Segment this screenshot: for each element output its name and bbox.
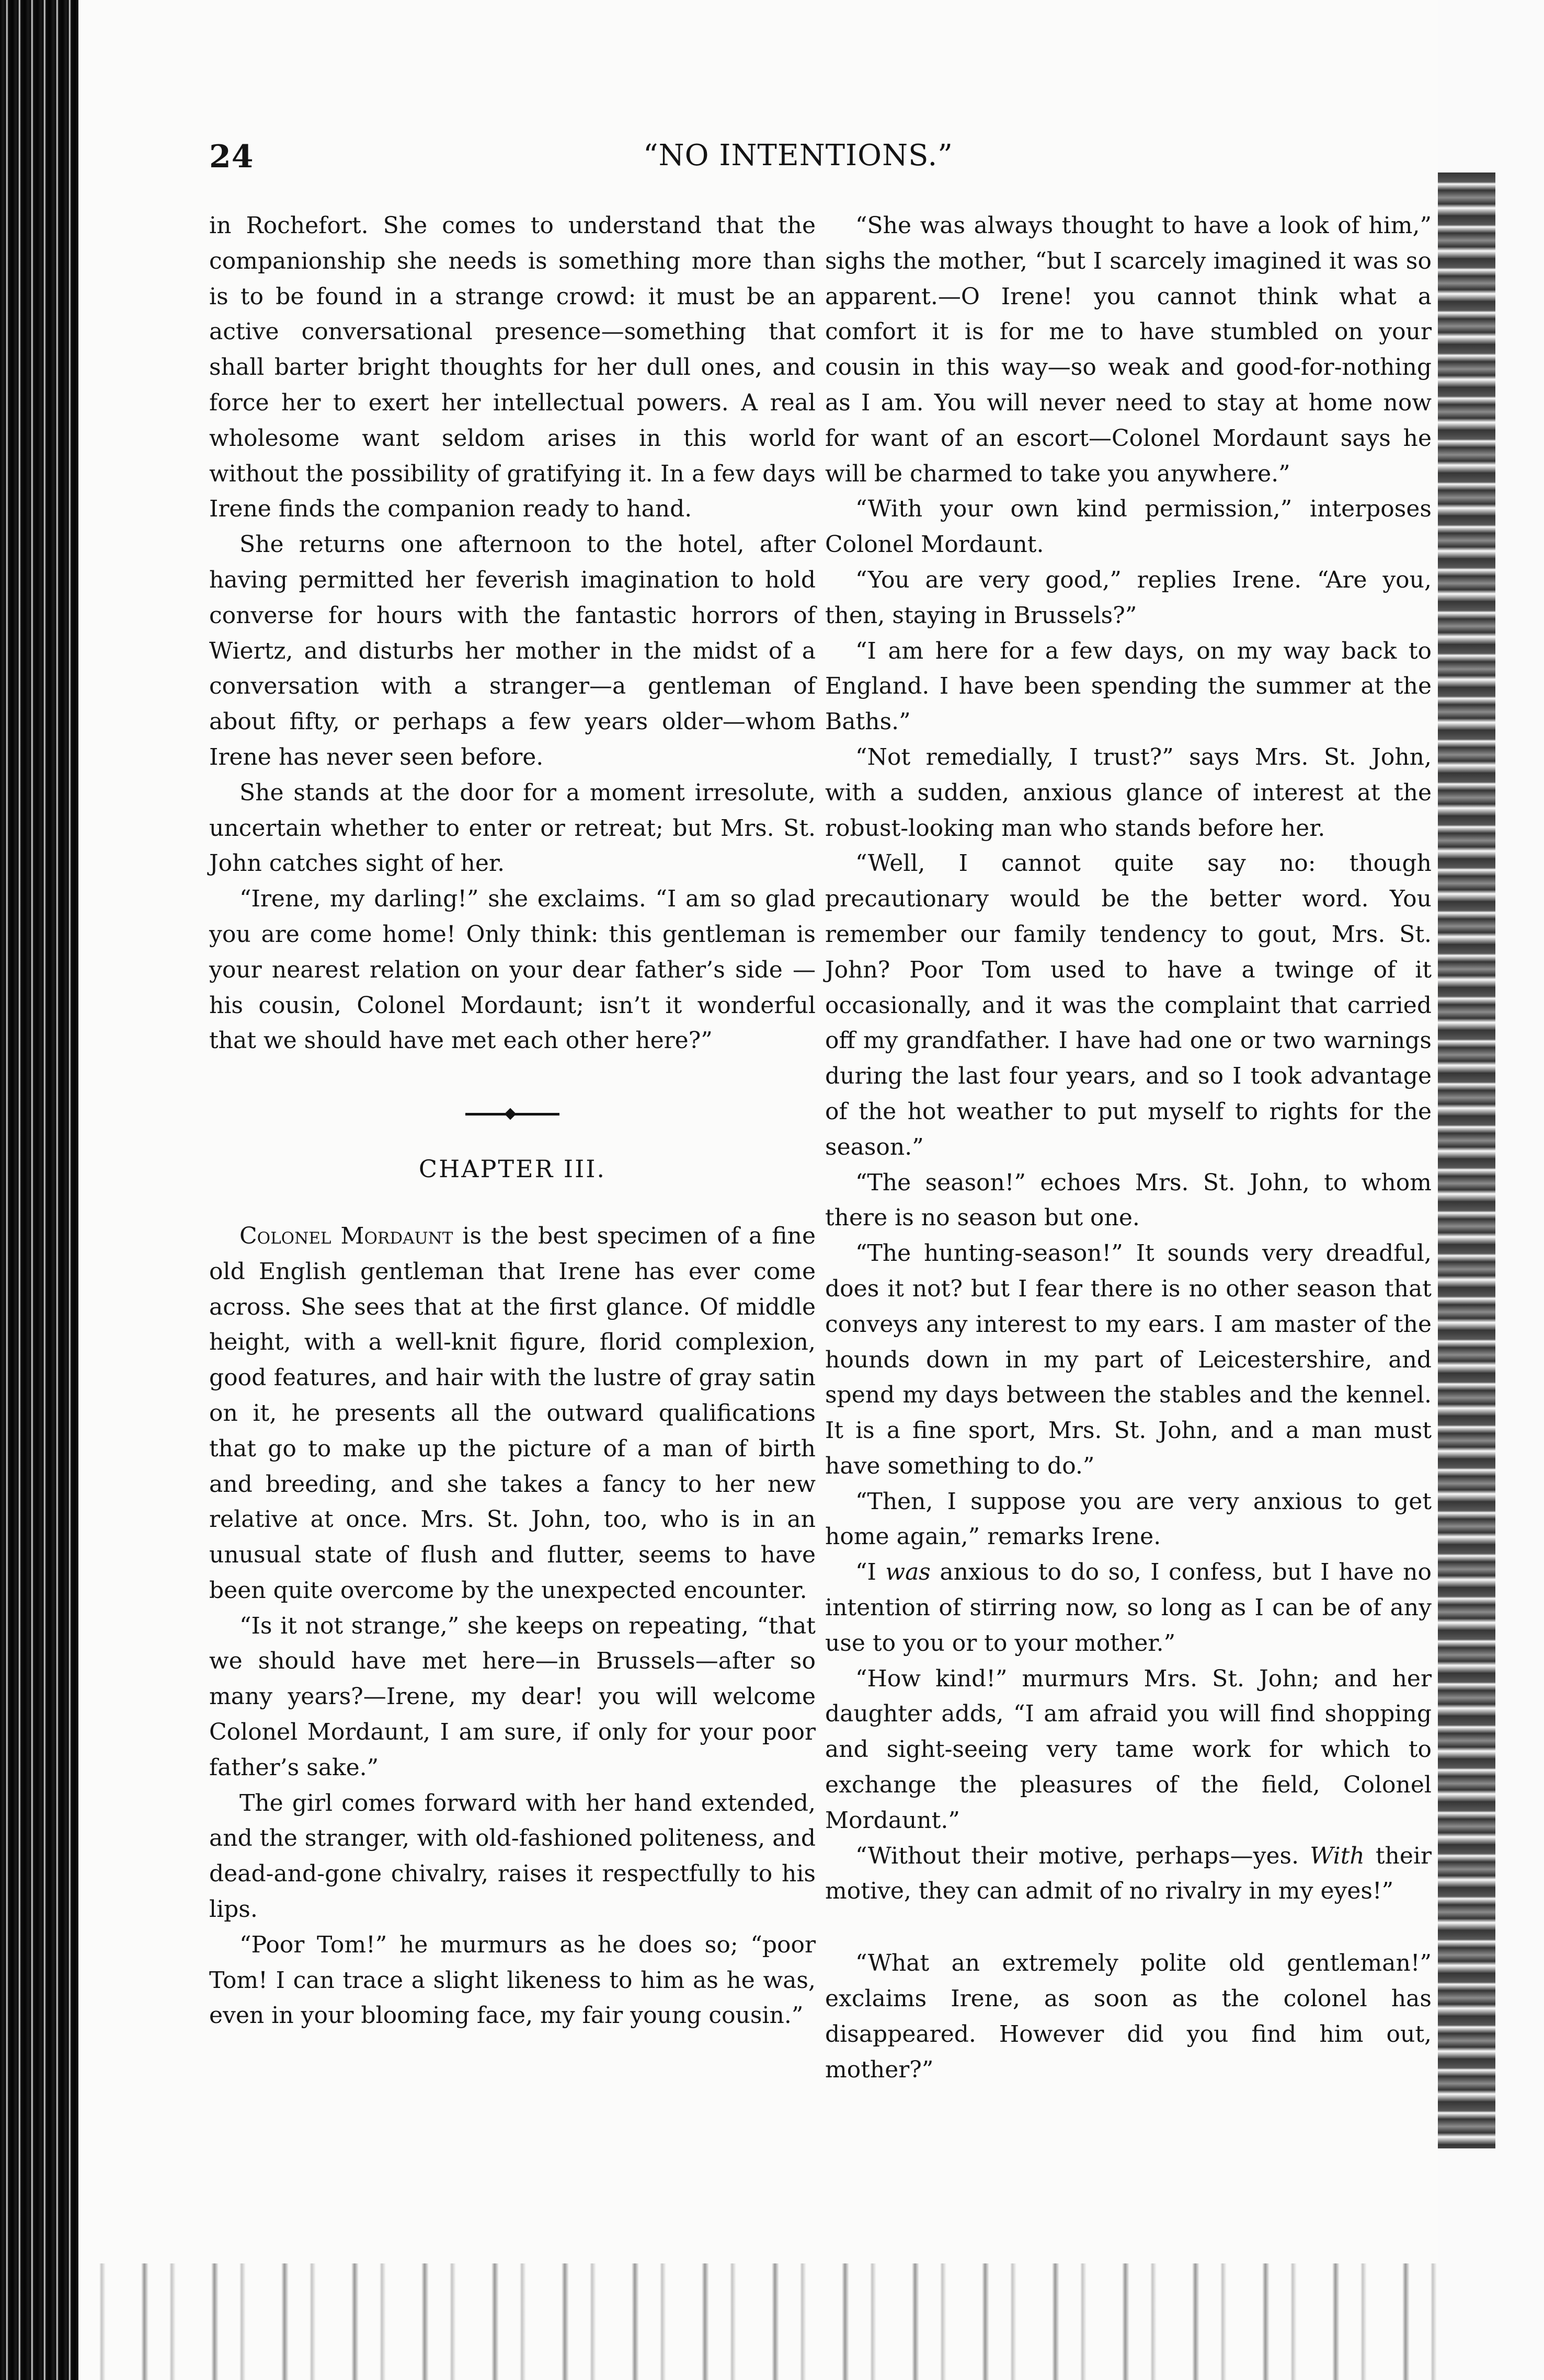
paragraph: “You are very good,” replies Irene. “Are you, then, staying in Brussels?”: [825, 566, 1432, 629]
smallcaps-name: Colonel Mordaunt: [239, 1222, 453, 1249]
italic-word: was: [885, 1559, 931, 1586]
paragraph: She returns one afternoon to the hotel, after having permitted her feverish imagination to hold converse for hours with the fantastic horrors of Wiertz, and disturbs her mother in the midst of a conversation with a stranger—a gentleman of about fifty, or perhaps a few years older—whom Irene has never seen before.: [209, 531, 816, 771]
chapter-heading: CHAPTER III.: [418, 1155, 607, 1183]
paragraph-text: “Without their motive, perhaps—yes.: [855, 1842, 1310, 1869]
right-column: [825, 208, 1432, 2087]
running-head: [209, 139, 1412, 186]
paragraph-text: is the best specimen of a fine old English gentleman that Irene has ever come across. She sees that at the first glance. Of middle height, with a well-knit figure, florid complexion, good features, and hair with the lustre of gray satin on it, he presents all the outward qualifications that go to make up the picture of a man of birth and breeding, and she takes a fancy to her new relative at once. Mrs. St. John, too, who is in an unusual state of flush and flutter, seems to have been quite overcome by the unexpected encounter.: [209, 1222, 816, 1604]
paragraph-text: anxious to do so, I confess, but I have no intention of stirring now, so long as I can be of any use to you or to your mother.”: [825, 1559, 1432, 1657]
paragraph: “Well, I cannot quite say no: though precautionary would be the better word. You remember our family tendency to gout, Mrs. St. John? Poor Tom used to have a twinge of it occasionally, and it was the complaint that carried off my grandfather. I have had one or two warnings during the last four years, and so I took advantage of the hot weather to put myself to rights for the season.”: [825, 850, 1432, 1160]
paragraph-text: their motive, they can admit of no rivalry in my eyes!”: [825, 1842, 1432, 1905]
paragraph: “The hunting-season!” It sounds very dreadful, does it not? but I fear there is no other season that conveys any interest to my ears. I am master of the hounds down in my part of Leicestershire, and spend my days between the stables and the kennel. It is a fine sport, Mrs. St. John, and a man must have something to do.”: [825, 1240, 1432, 1479]
paragraph: “She was always thought to have a look of him,” sighs the mother, “but I scarcely imagined it was so apparent.—O Irene! you cannot think what a comfort it is for me to have stumbled on your cousin in this way—so weak and good-for-nothing as I am. You will never need to stay at home now for want of an escort—Colonel Mordaunt says he will be charmed to take you anywhere.”: [825, 212, 1432, 487]
paragraph: in Rochefort. She comes to understand that the companionship she needs is something more than is to be found in a strange crowd: it must be an active conversational presence—something that shall barter bright thoughts for her dull ones, and force her to exert her intellectual powers. A real wholesome want seldom arises in this world without the possibility of gratifying it. In a few days Irene finds the companion ready to hand.: [209, 212, 816, 523]
paragraph: [825, 1838, 1432, 1910]
paragraph-text: “I: [855, 1559, 886, 1586]
facing-page-bleed: [1438, 173, 1495, 2148]
paragraph: “Not remedially, I trust?” says Mrs. St. John, with a sudden, anxious glance of interest at the robust-looking man who stands before her.: [825, 743, 1432, 842]
paragraph: The girl comes forward with her hand extended, and the stranger, with old-fashioned politeness, and dead-and-gone chivalry, raises it respectfully to his lips.: [209, 1789, 816, 1923]
paragraph: “Is it not strange,” she keeps on repeating, “that we should have met here—in Brussels—after so many years?—Irene, my dear! you will welcome Colonel Mordaunt, I am sure, if only for your poor father’s sake.”: [209, 1612, 816, 1781]
paragraph: [825, 1555, 1432, 1661]
paragraph: “Then, I suppose you are very anxious to get home again,” remarks Irene.: [825, 1488, 1432, 1550]
page-number: 24: [209, 139, 254, 175]
italic-word: With: [1310, 1842, 1365, 1869]
paragraph: “What an extremely polite old gentleman!” exclaims Irene, as soon as the colonel has disappeared. However did you find him out, mother?”: [825, 1950, 1432, 2083]
scan-noise: [78, 2263, 1438, 2380]
ornamental-rule: [209, 1099, 816, 1131]
paragraph: “The season!” echoes Mrs. St. John, to whom there is no season but one.: [825, 1169, 1432, 1232]
paragraph: “How kind!” murmurs Mrs. St. John; and her daughter adds, “I am afraid you will find shopping and sight-seeing very tame work for which to exchange the pleasures of the field, Colonel Mordaunt.”: [825, 1665, 1432, 1834]
running-title: “NO INTENTIONS.”: [643, 139, 953, 173]
left-column: [209, 208, 816, 2033]
scan-binding-edge: [0, 0, 78, 2380]
paragraph: “I am here for a few days, on my way back to England. I have been spending the summer at the Baths.”: [825, 637, 1432, 735]
paragraph: She stands at the door for a moment irresolute, uncertain whether to enter or retreat; but Mrs. St. John catches sight of her.: [209, 779, 816, 877]
paragraph: “Poor Tom!” he murmurs as he does so; “poor Tom! I can trace a slight likeness to him as he was, even in your blooming face, my fair young cousin.”: [209, 1931, 816, 2029]
paragraph: “With your own kind permission,” interposes Colonel Mordaunt.: [825, 496, 1432, 558]
paragraph: [209, 1218, 816, 1608]
paragraph: “Irene, my darling!” she exclaims. “I am so glad you are come home! Only think: this gentleman is your nearest relation on your dear father’s side — his cousin, Colonel Mordaunt; isn’t it wonderful that we should have met each other here?”: [209, 886, 816, 1054]
section-break: [825, 1909, 1432, 1946]
